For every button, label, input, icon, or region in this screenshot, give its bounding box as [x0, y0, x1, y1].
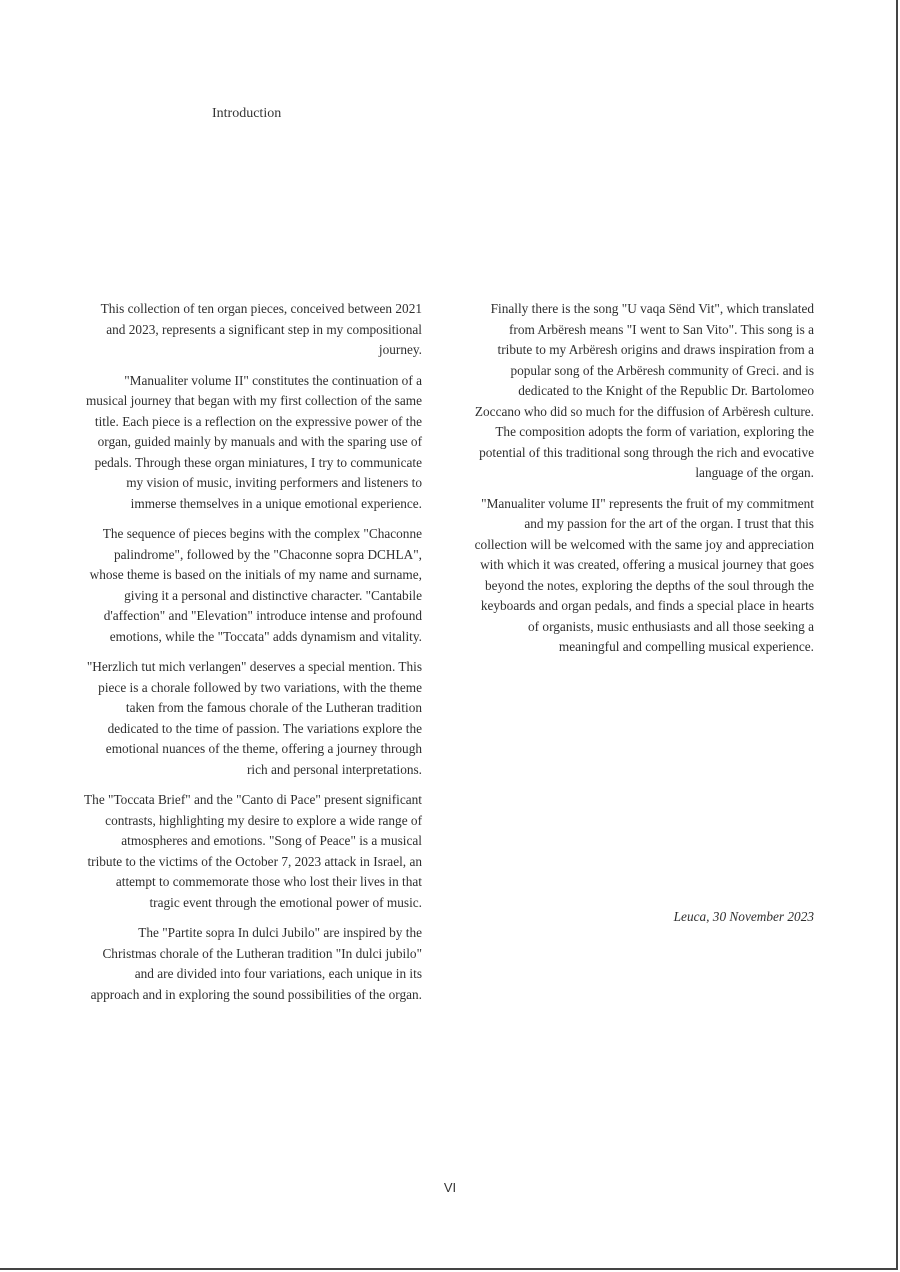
right-text-column: [474, 299, 814, 668]
left-text-column: [84, 299, 422, 1015]
paragraph: "Herzlich tut mich verlangen" deserves a special mention. This piece is a chorale followed by two variations, with the theme taken from the famous chorale of the Lutheran tradition dedicated to the time of passion. The variations explore the emotional nuances of the theme, offering a journey through rich and personal interpretations.: [86, 659, 422, 777]
paragraph: "Manualiter volume II" represents the fruit of my commitment and my passion for the art of the organ. I trust that this collection will be welcomed with the same joy and appreciation with which it was created, offering a musical journey that goes beyond the notes, exploring the depths of the soul through the keyboards and organ pedals, and finds a special place in hearts of organists, music enthusiasts and all those seeking a meaningful and compelling musical experience.: [474, 495, 814, 654]
paragraph: "Manualiter volume II" constitutes the continuation of a musical journey that began with my first collection of the same title. Each piece is a reflection on the expressive power of the organ, guided mainly by manuals and with the sparing use of pedals. Through these organ miniatures, I try to communicate my vision of music, inviting performers and listeners to immerse themselves in a unique emotional experience.: [85, 372, 422, 511]
paragraph: The "Partite sopra In dulci Jubilo" are inspired by the Christmas chorale of the Lutheran tradition "In dulci jubilo" and are divided into four variations, each unique in its approach and in exploring the sound possibilities of the organ.: [90, 925, 422, 1002]
page-title: Introduction: [212, 106, 282, 121]
page-number: VI: [443, 1180, 457, 1195]
place-date-signature: Leuca, 30 November 2023: [673, 909, 814, 924]
paragraph: This collection of ten organ pieces, conceived between 2021 and 2023, represents a significant step in my compositional journey.: [100, 301, 422, 357]
paragraph: Finally there is the song "U vaqa Sënd Vit", which translated from Arbëresh means "I went to San Vito". This song is a tribute to my Arbëresh origins and draws inspiration from a popular song of the Arbëresh community of Greci. and is dedicated to the Knight of the Republic Dr. Bartolomeo Zoccano who did so much for the diffusion of Arbëresh culture. The composition adopts the form of variation, exploring the potential of this traditional song through the rich and evocative language of the organ.: [474, 301, 814, 480]
paragraph: The "Toccata Brief" and the "Canto di Pace" present significant contrasts, highlighting my desire to explore a wide range of atmospheres and emotions. "Song of Peace" is a musical tribute to the victims of the October 7, 2023 attack in Israel, an attempt to commemorate those who lost their lives in that tragic event through the emotional power of music.: [84, 792, 422, 910]
paragraph: The sequence of pieces begins with the complex "Chaconne palindrome", followed by the "Chaconne sopra DCHLA", whose theme is based on the initials of my name and surname, giving it a personal and distinctive character. "Cantabile d'affection" and "Elevation" introduce intense and profound emotions, while the "Toccata" adds dynamism and vitality.: [89, 526, 422, 644]
